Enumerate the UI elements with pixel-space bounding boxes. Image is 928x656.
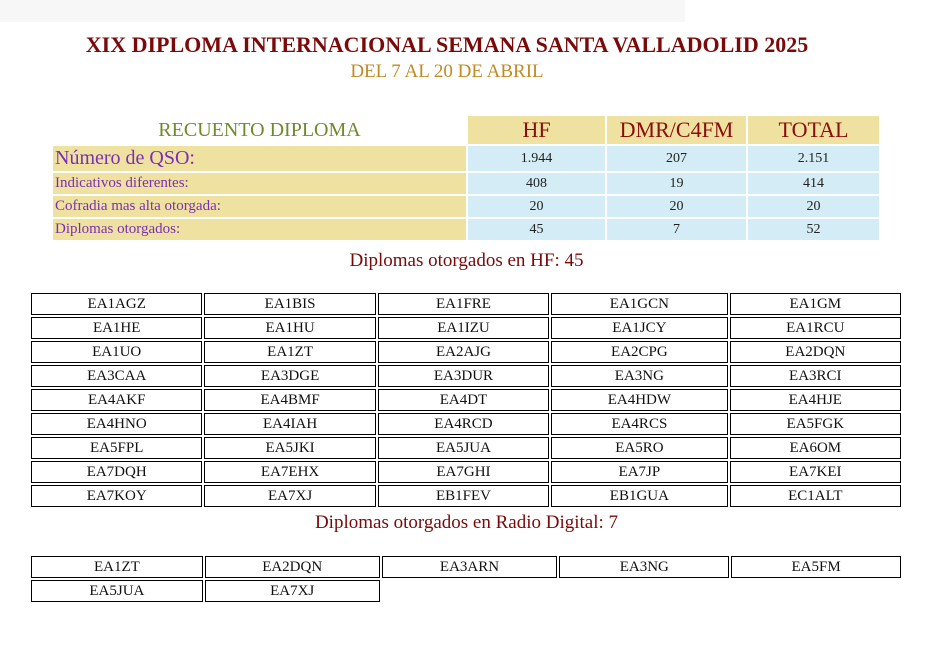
cell-total: 20 — [748, 196, 879, 217]
cell-total: 2.151 — [748, 146, 879, 171]
callsign-row — [31, 293, 901, 315]
callsign-cell: EA3RCI — [730, 365, 901, 387]
callsign-cell: EA7EHX — [204, 461, 375, 483]
column-header-hf: HF — [468, 116, 605, 144]
cell-hf: 408 — [468, 173, 605, 194]
callsign-cell: EA4HNO — [31, 413, 202, 435]
callsign-cell: EA5FM — [731, 556, 901, 578]
cell-hf: 1.944 — [468, 146, 605, 171]
summary-table — [51, 114, 881, 242]
browser-top-strip — [0, 0, 685, 22]
cell-hf: 20 — [468, 196, 605, 217]
hf-callsign-table — [29, 291, 903, 509]
cell-total: 414 — [748, 173, 879, 194]
callsign-cell: EA2AJG — [378, 341, 549, 363]
column-header-total: TOTAL — [748, 116, 879, 144]
callsign-cell: EA5JUA — [31, 580, 203, 602]
callsign-cell: EA1UO — [31, 341, 202, 363]
callsign-cell: EA1GCN — [551, 293, 727, 315]
cell-dmr: 207 — [607, 146, 746, 171]
callsign-cell: EA7GHI — [378, 461, 549, 483]
callsign-cell: EA2DQN — [730, 341, 901, 363]
digital-section-title: Diplomas otorgados en Radio Digital: 7 — [314, 512, 619, 533]
empty-cell — [382, 580, 558, 602]
callsign-cell: EA1GM — [730, 293, 901, 315]
callsign-cell: EC1ALT — [730, 485, 901, 507]
callsign-row — [31, 556, 901, 578]
cell-hf: 45 — [468, 219, 605, 240]
callsign-cell: EA6OM — [730, 437, 901, 459]
row-label: Indicativos diferentes: — [53, 173, 466, 194]
callsign-cell: EA3CAA — [31, 365, 202, 387]
callsign-row — [31, 389, 901, 411]
callsign-row — [31, 485, 901, 507]
empty-cell — [559, 580, 729, 602]
callsign-cell: EA4HDW — [551, 389, 727, 411]
callsign-cell: EA3DUR — [378, 365, 549, 387]
callsign-cell: EA1HE — [31, 317, 202, 339]
callsign-cell: EA1IZU — [378, 317, 549, 339]
callsign-cell: EA4AKF — [31, 389, 202, 411]
summary-row-indicativos — [53, 173, 879, 194]
callsign-cell: EA3NG — [559, 556, 729, 578]
cell-dmr: 7 — [607, 219, 746, 240]
summary-header-label: RECUENTO DIPLOMA — [158, 118, 361, 141]
callsign-cell: EA2DQN — [205, 556, 380, 578]
callsign-cell: EA5FGK — [730, 413, 901, 435]
callsign-row — [31, 437, 901, 459]
callsign-cell: EA1BIS — [204, 293, 375, 315]
callsign-cell: EA4RCD — [378, 413, 549, 435]
row-label: Número de QSO: — [53, 146, 466, 171]
summary-row-qso — [53, 146, 879, 171]
cell-total: 52 — [748, 219, 879, 240]
hf-section-title: Diplomas otorgados en HF: 45 — [349, 250, 584, 271]
callsign-cell: EA7DQH — [31, 461, 202, 483]
summary-row-diplomas — [53, 219, 879, 240]
row-label: Diplomas otorgados: — [53, 219, 466, 240]
callsign-cell: EA1ZT — [31, 556, 203, 578]
callsign-cell: EA1AGZ — [31, 293, 202, 315]
empty-cell — [731, 580, 901, 602]
callsign-cell: EA7XJ — [204, 485, 375, 507]
callsign-cell: EA1ZT — [204, 341, 375, 363]
callsign-cell: EA4BMF — [204, 389, 375, 411]
callsign-cell: EA5JKI — [204, 437, 375, 459]
callsign-cell: EA1HU — [204, 317, 375, 339]
column-header-dmr: DMR/C4FM — [607, 116, 746, 144]
page-title: XIX DIPLOMA INTERNACIONAL SEMANA SANTA VALLADOLID 2025 — [85, 32, 809, 57]
callsign-cell: EA7KOY — [31, 485, 202, 507]
row-label: Cofradia mas alta otorgada: — [53, 196, 466, 217]
callsign-cell: EA1RCU — [730, 317, 901, 339]
callsign-row — [31, 461, 901, 483]
callsign-cell: EA4HJE — [730, 389, 901, 411]
callsign-cell: EA2CPG — [551, 341, 727, 363]
callsign-cell: EA1FRE — [378, 293, 549, 315]
callsign-row — [31, 580, 901, 602]
callsign-cell: EA5RO — [551, 437, 727, 459]
callsign-cell: EA3NG — [551, 365, 727, 387]
callsign-row — [31, 317, 901, 339]
callsign-cell: EA5FPL — [31, 437, 202, 459]
callsign-cell: EA4DT — [378, 389, 549, 411]
cell-dmr: 19 — [607, 173, 746, 194]
page-subtitle: DEL 7 AL 20 DE ABRIL — [350, 61, 544, 82]
callsign-row — [31, 413, 901, 435]
callsign-cell: EA7JP — [551, 461, 727, 483]
callsign-cell: EA1JCY — [551, 317, 727, 339]
summary-row-cofradia — [53, 196, 879, 217]
callsign-cell: EA4RCS — [551, 413, 727, 435]
callsign-cell: EA3DGE — [204, 365, 375, 387]
callsign-row — [31, 341, 901, 363]
callsign-row — [31, 365, 901, 387]
callsign-cell: EA4IAH — [204, 413, 375, 435]
callsign-cell: EB1FEV — [378, 485, 549, 507]
callsign-cell: EB1GUA — [551, 485, 727, 507]
callsign-cell: EA7KEI — [730, 461, 901, 483]
callsign-cell: EA5JUA — [378, 437, 549, 459]
callsign-cell: EA7XJ — [205, 580, 380, 602]
digital-callsign-table — [29, 554, 903, 604]
callsign-cell: EA3ARN — [382, 556, 558, 578]
cell-dmr: 20 — [607, 196, 746, 217]
summary-header-row — [53, 116, 879, 144]
